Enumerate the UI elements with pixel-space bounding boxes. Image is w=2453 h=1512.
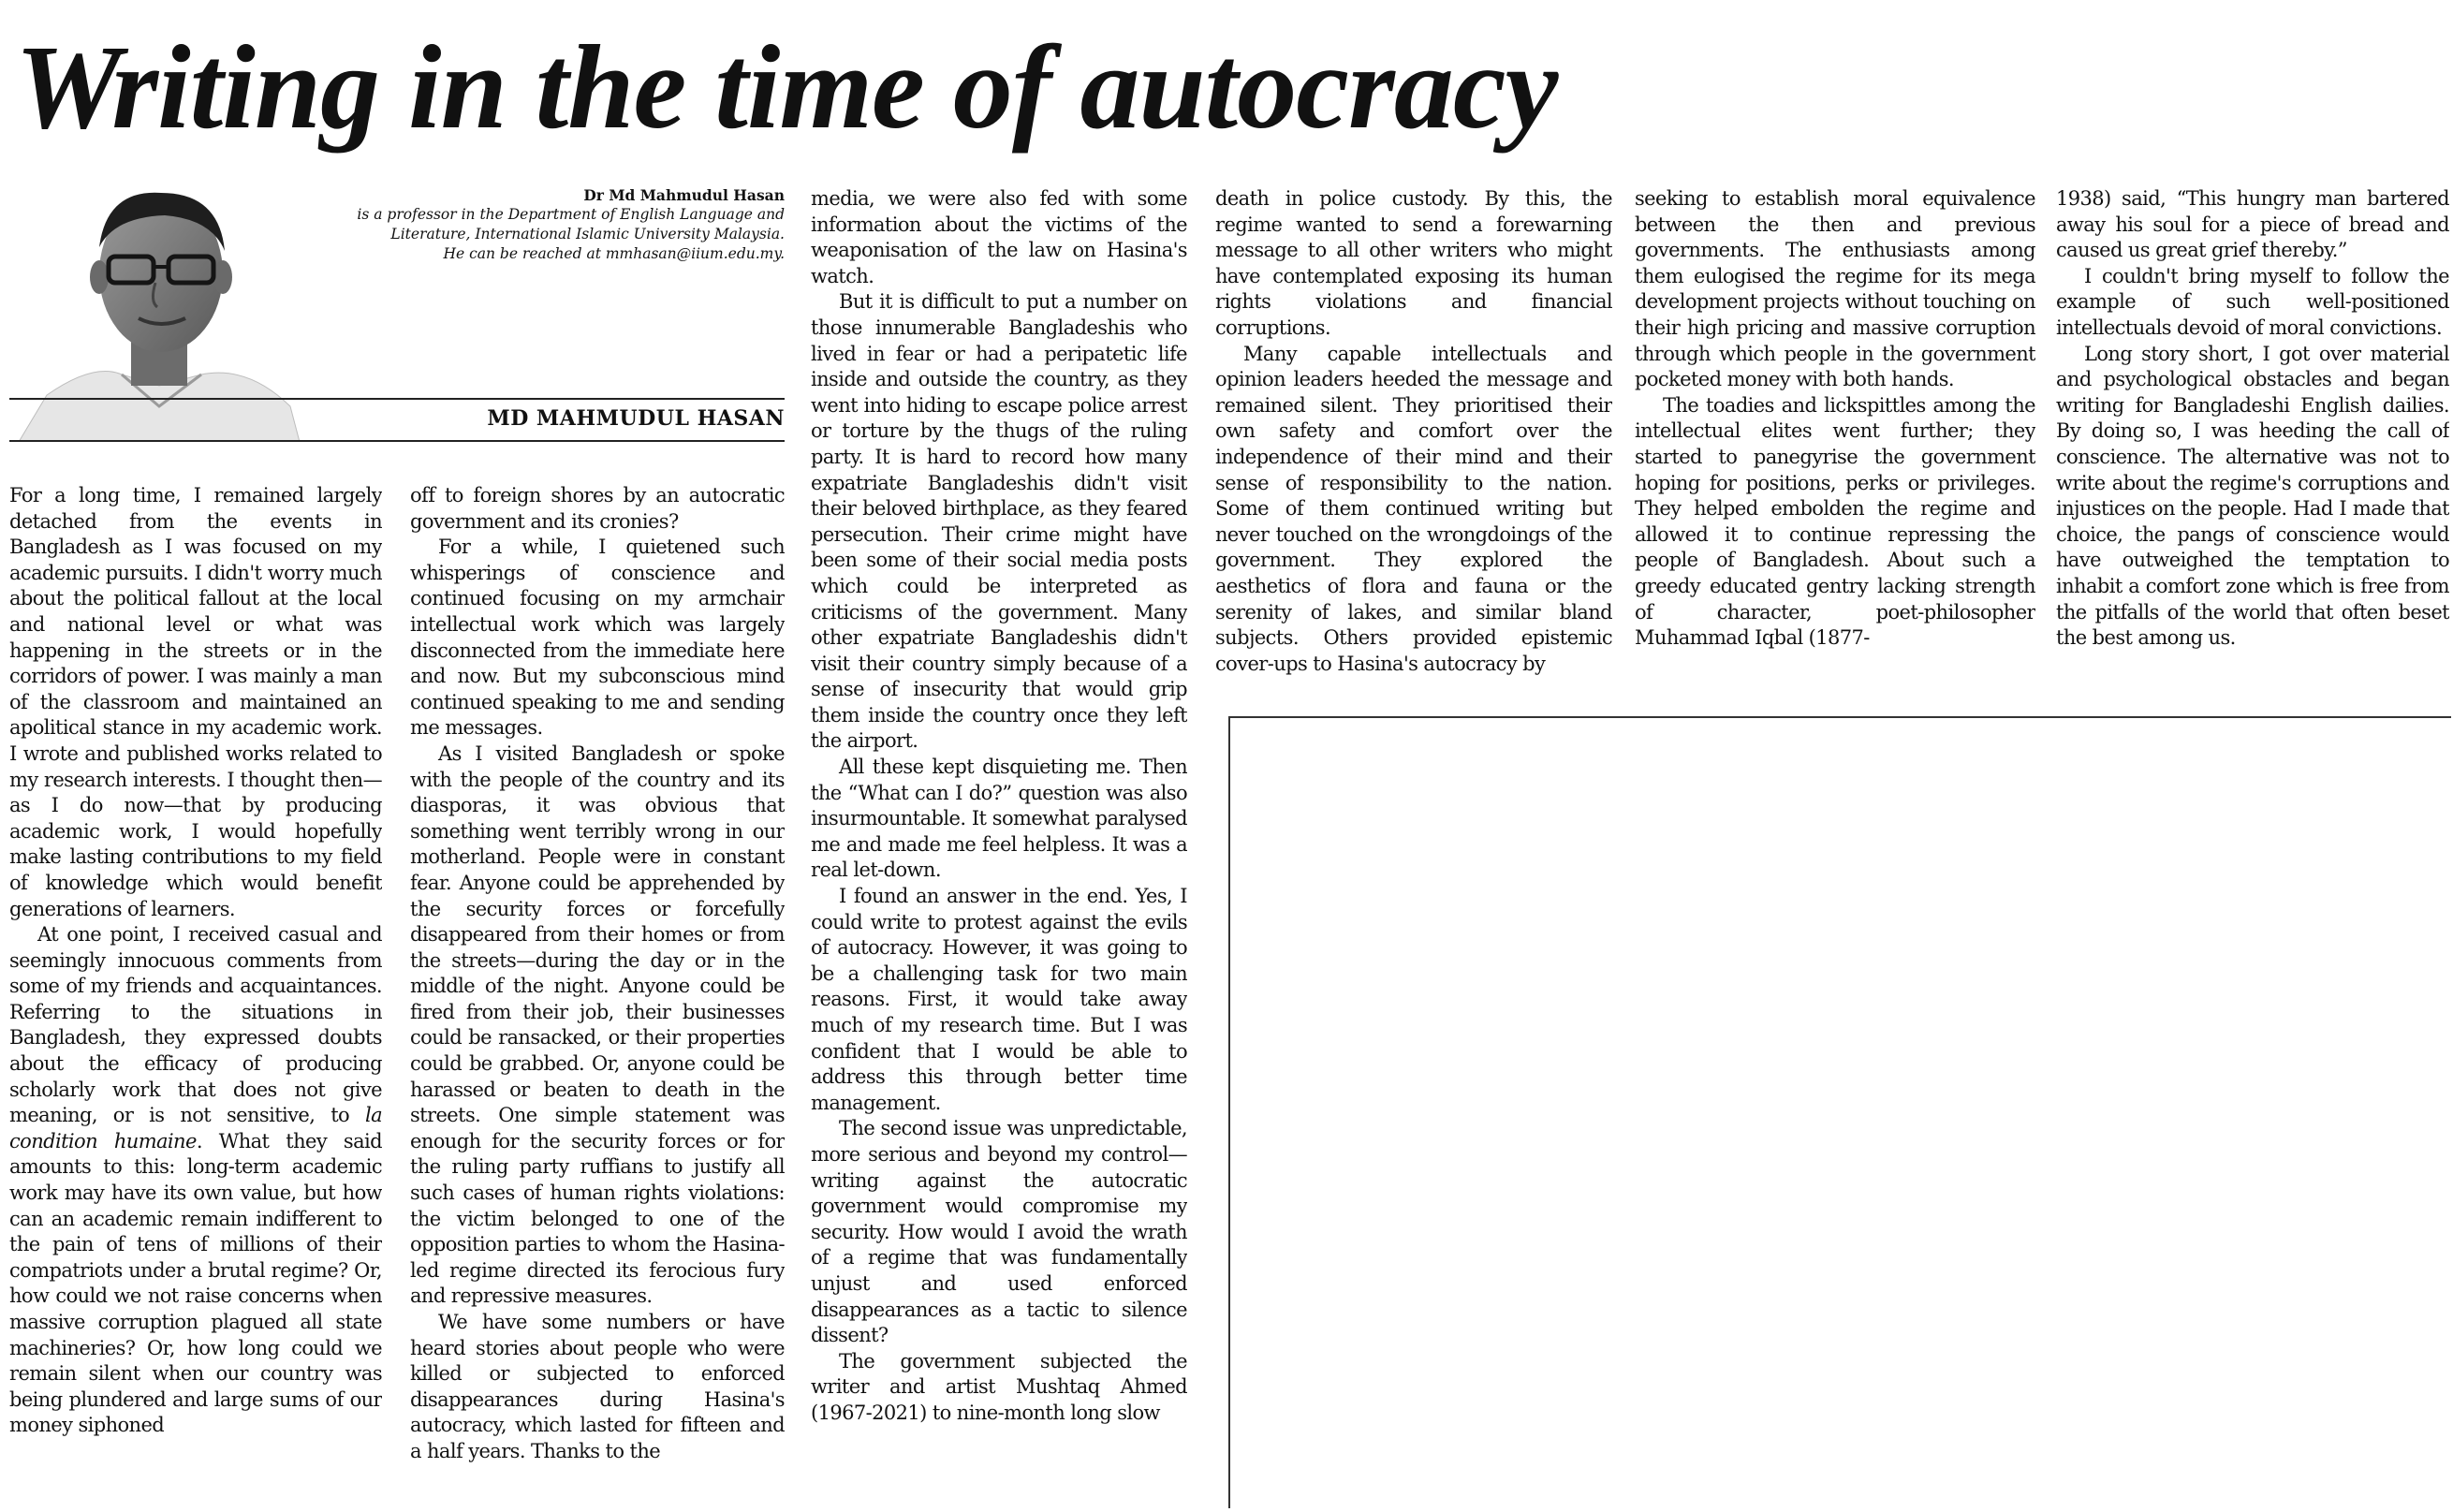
author-bio-line-2: Literature, International Islamic University Malaysia.: [390, 226, 785, 242]
paragraph-text: At one point, I received casual and seemingly innocuous comments from some of my friends and acquaintances. Referring to the situations in Bangladesh, they expressed doubts about the efficacy of producing scholarly work that does not give meaning, or is not sensitive, to: [9, 923, 382, 1127]
paragraph: The government subjected the writer and artist Mushtaq Ahmed (1967-2021) to nine-month long slow: [811, 1349, 1187, 1424]
paragraph: The second issue was unpredictable, more serious and beyond my control—writing against the autocratic government would compromise my security. How would I avoid the wrath of a regime that was fundamentally unjust and used enforced disappearances as a tactic to silence dissent?: [811, 1117, 1187, 1347]
paragraph: Many capable intellectuals and opinion leaders heeded the message and remained silent. They prioritised their own safety and comfort over the independence of their mind and their sense of responsibility to the nation. Some of them continued writing but never touched on the wrongdoings of the government. They explored the aesthetics of flora and fauna or the serenity of lakes, and similar bland subjects. Others provided epistemic cover-ups to Hasina's autocracy by: [1215, 342, 1612, 675]
paragraph: seeking to establish moral equivalence between the then and previous governments. The enthusiasts among them eulogised the regime for its mega development projects without touching on their high pricing and massive corruption through which people in the government pocketed money with both hands.: [1635, 187, 2035, 391]
paragraph: For a while, I quietened such whisperings of conscience and continued focusing on my armchair intellectual work which was largely disconnected from the immediate here and now. But my subconscious mind continued speaking to me and sending me messages.: [410, 536, 785, 740]
article-column-6: [2056, 186, 2449, 703]
byline: MD MAHMUDUL HASAN: [487, 406, 785, 431]
paragraph: off to foreign shores by an autocratic government and its cronies?: [410, 484, 785, 533]
paragraph: We have some numbers or have heard stories about people who were killed or subjected to enforced disappearances during Hasina's autocracy, which lasted for fifteen and a half years. Thanks to the: [410, 1311, 785, 1462]
byline-bottom-rule: [9, 440, 785, 442]
article-column-1: [9, 483, 382, 1508]
author-bio-name: Dr Md Mahmudul Hasan: [583, 186, 785, 204]
italic-phrase: la condition humaine: [9, 1104, 382, 1152]
article-column-5: [1635, 186, 2035, 703]
paragraph: For a long time, I remained largely detached from the events in Bangladesh as I was focused on my academic pursuits. I didn't worry much about the political fallout at the local and national level or what was happening in the streets or in the corridors of power. I was mainly a man of the classroom and maintained an apolitical stance in my academic work. I wrote and published works related to my research interests. I thought then—as I do now—that by producing academic work, I would hopefully make lasting contributions to my field of knowledge which would benefit generations of learners.: [9, 484, 382, 920]
paragraph: [9, 922, 382, 1439]
paragraph: I couldn't bring myself to follow the example of such well-positioned intellectuals devoid of moral convictions.: [2056, 264, 2449, 339]
paragraph-text: . What they said amounts to this: long-term academic work may have its own value, but how can an academic remain indifferent to the pain of tens of millions of their compatriots under a brutal regime? Or, how could we not raise concerns when massive corruption plagued all state machineries? Or, how long could we remain silent when our country was being plundered and large sums of our money siphoned: [9, 1129, 382, 1437]
byline-top-rule: [9, 398, 785, 400]
paragraph: Long story short, I got over material and psychological obstacles and began writing for Bangladeshi English dailies. By doing so, I was heeding the call of conscience. The alternative was not to write about the regime's corruptions and injustices on the people. Had I made that choice, the pangs of conscience would have outweighed the temptation to inhabit a comfort zone which is free from the pitfalls of the world that often beset the best among us.: [2056, 342, 2449, 650]
paragraph: death in police custody. By this, the regime wanted to send a forewarning message to all other writers who might have contemplated exposing its human rights violations and financial corruptions.: [1215, 187, 1612, 339]
empty-ad-space: [1228, 716, 2451, 1508]
paragraph: All these kept disquieting me. Then the “What can I do?” question was also insurmountable. It somewhat paralysed me and made me feel helpless. It was a real let-down.: [811, 756, 1187, 882]
paragraph: As I visited Bangladesh or spoke with the people of the country and its diasporas, it was obvious that something went terribly wrong in our motherland. People were in constant fear. Anyone could be apprehended by the security forces or forcefully disappeared from their homes or from the streets—during the day or in the middle of the night. Anyone could be fired from their job, their businesses could be ransacked, or their properties could be grabbed. Or, anyone could be harassed or beaten to death in the streets. One simple statement was enough for the security forces or for the ruling party ruffians to justify all such cases of human rights violations: the victim belonged to one of the opposition parties to whom the Hasina-led regime directed its ferocious fury and repressive measures.: [410, 741, 785, 1308]
paragraph: I found an answer in the end. Yes, I could write to protest against the evils of autocracy. However, it was going to be a challenging task for two main reasons. First, it would take away much of my research time. But I was confident that I would be able to address this through better time management.: [811, 885, 1187, 1114]
paragraph: 1938) said, “This hungry man bartered away his soul for a piece of bread and caused us great grief thereby.”: [2056, 187, 2449, 262]
paragraph: The toadies and lickspittles among the intellectual elites went further; they started to panegyrise the government hoping for positions, perks or privileges. They helped embolden the regime and allowed it to continue repressing the people of Bangladesh. About such a greedy educated gentry lacking strength of character, poet-philosopher Muhammad Iqbal (1877-: [1635, 393, 2035, 650]
author-bio-line-3: He can be reached at mmhasan@iium.edu.my.: [443, 245, 785, 262]
author-bio: [260, 185, 785, 264]
paragraph: But it is difficult to put a number on those innumerable Bangladeshis who lived in fear or had a peripatetic life inside and outside the country, as they went into hiding to escape police arrest or torture by the thugs of the ruling party. It is hard to record how many expatriate Bangladeshis didn't visit their beloved birthplace, as they feared persecution. Their crime might have been some of their social media posts which could be interpreted as criticisms of the government. Many other expatriate Bangladeshis didn't visit their country simply because of a sense of insecurity that would grip them inside the country once they left the airport.: [811, 290, 1187, 753]
author-bio-line-1: is a professor in the Department of English Language and: [357, 206, 785, 223]
headline: Writing in the time of autocracy: [15, 21, 1558, 154]
paragraph: media, we were also fed with some information about the victims of the weaponisation of the law on Hasina's watch.: [811, 187, 1187, 287]
article-column-3: [811, 186, 1187, 1508]
article-column-2: [410, 483, 785, 1508]
article-column-4: [1215, 186, 1612, 703]
